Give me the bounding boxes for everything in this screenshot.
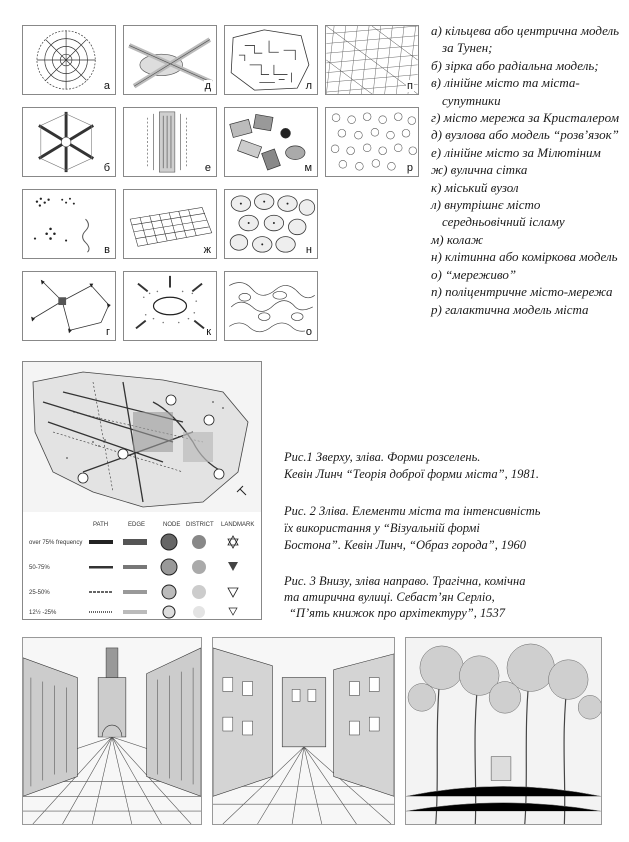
legend-item: н) клітинна або коміркова модель (431, 249, 618, 265)
figure2-caption-line3: Бостона”. Кевін Линч, “Образ города”, 1960 (284, 538, 526, 552)
tile-letter: ж (203, 244, 211, 256)
legend-item: о) “мереживо” (431, 266, 517, 282)
row-label: 25-50% (29, 590, 50, 596)
boston-map (23, 362, 262, 620)
lace-icon (225, 272, 317, 340)
tile-letter: к (206, 326, 211, 338)
legend-item: ж) вулична сітка (431, 162, 528, 178)
settlement-forms-legend (431, 22, 626, 318)
element-legend-table (29, 522, 254, 618)
engraving-image (23, 638, 201, 824)
polycentric-grid-icon (326, 26, 418, 94)
linear-city-icon (124, 108, 216, 176)
header-district: DISTRICT (186, 522, 214, 528)
tile-letter: а (103, 80, 110, 92)
tile-o (224, 271, 318, 341)
cellular-icon (225, 190, 317, 258)
tile-letter: о (305, 326, 312, 338)
tile-letter: д (204, 80, 211, 92)
tile-letter: м (304, 162, 312, 174)
satyric-scene-engraving (405, 637, 602, 825)
tile-d (123, 25, 217, 95)
tile-v (22, 189, 116, 259)
legend-item: д) вузлова або модель “розв’язок” (431, 127, 619, 143)
crystaller-network-icon (23, 272, 115, 340)
header-edge: EDGE (128, 522, 146, 528)
tile-letter: г (105, 326, 110, 338)
tile-b (22, 107, 116, 177)
legend-item: р) галактична модель міста (431, 301, 589, 317)
engraving-image (406, 638, 601, 824)
tile-e (123, 107, 217, 177)
legend-item: к) міський вузол (431, 179, 519, 195)
tile-letter: б (103, 162, 110, 174)
concentric-rings-icon (23, 26, 115, 94)
legend-item: м) колаж (431, 231, 484, 247)
legend-item: б) зірка або радіальна модель; (431, 57, 599, 73)
tile-letter: е (204, 162, 211, 174)
legend-item: г) місто мережа за Кристалером (431, 110, 619, 126)
figure3-caption-line1: Рис. 3 Внизу, зліва направо. Трагічна, комічна (284, 574, 526, 588)
legend-item: п) поліцентричне місто-мережа (431, 284, 613, 300)
tile-letter: п (407, 80, 413, 92)
engraving-image (213, 638, 394, 824)
city-node-icon (124, 272, 216, 340)
tragic-scene-engraving (22, 637, 202, 825)
row-label: over 75% frequency (29, 540, 83, 546)
figure1-caption-line1: Рис.1 Зверху, зліва. Форми розселень. (284, 450, 481, 464)
legend-item: а) кільцева або центрична модель за Тунен; (431, 23, 620, 56)
header-path: PATH (93, 522, 109, 528)
star-radial-icon (23, 108, 115, 176)
tile-r (325, 107, 419, 177)
figure3-caption-line3: “П’ять книжок про архітектуру”, 1537 (289, 606, 505, 620)
galactic-icon (326, 108, 418, 176)
tile-letter: л (305, 80, 312, 92)
tile-zh (123, 189, 217, 259)
figure3-caption-line2: та атирична вулиці. Себаст’ян Серліо, (284, 590, 495, 604)
tile-letter: р (406, 162, 413, 174)
boston-visual-form-figure (22, 361, 262, 620)
header-landmark: LANDMARK (221, 522, 255, 528)
tile-l (224, 25, 318, 95)
legend-item: е) лінійне місто за Мілютіним (431, 144, 601, 160)
tile-letter: н (305, 244, 312, 256)
tile-p (325, 25, 419, 95)
tile-g (22, 271, 116, 341)
linear-satellites-icon (23, 190, 115, 258)
figure2-caption-line2: їх використання у “Візуальній формі (284, 521, 480, 535)
tile-a (22, 25, 116, 95)
legend-item: л) внутрішнє місто середньовічний ісламу (431, 197, 565, 230)
tile-m (224, 107, 318, 177)
node-junction-icon (124, 26, 216, 94)
tile-n (224, 189, 318, 259)
tile-letter: в (104, 244, 110, 256)
figure2-caption-line1: Рис. 2 Зліва. Елементи міста та інтенсивність (284, 504, 541, 518)
tile-k (123, 271, 217, 341)
header-node: NODE (163, 522, 181, 528)
row-label: 50-75% (29, 565, 50, 571)
comic-scene-engraving (212, 637, 395, 825)
legend-item: в) лінійне місто та міста-супутники (431, 75, 580, 108)
row-label: 12½ -25% (29, 610, 57, 616)
figure1-caption-line2: Кевін Линч “Теорія доброї форми міста”, 1981. (284, 467, 539, 481)
internal-paths-icon (225, 26, 317, 94)
